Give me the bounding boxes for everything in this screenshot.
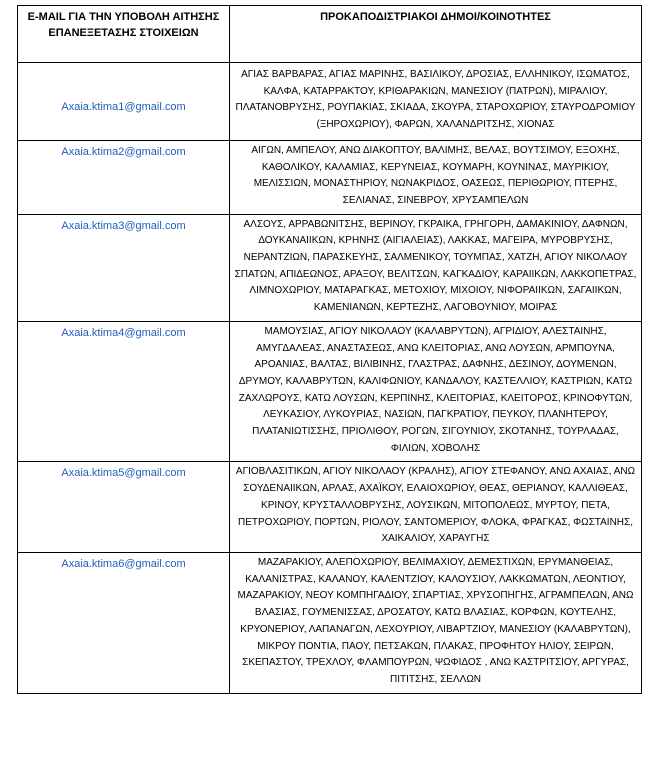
table-row (18, 140, 642, 214)
municipalities-list: ΑΓΙΟΒΛΑΣΙΤΙΚΩΝ, ΑΓΙΟΥ ΝΙΚΟΛΑΟΥ (ΚΡΑΛΗΣ), ΑΓΙΟΥ ΣΤΕΦΑΝΟΥ, ΑΝΩ ΑΧΑΙΑΣ, ΑΝΩ ΣΟΥΔΕΝΑΙΙΚΩΝ, ΑΡΛΑΣ, ΑΧΑΪΚΟΥ, ΕΛΑΙΟΧΩΡΙΟΥ, ΘΕΑΣ, ΘΕΡΙΑΝΟΥ, ΚΑΛΛΙΘΕΑΣ, ΚΡΙΝΟΥ, ΚΡΥΣΤΑΛΛΟΒΡΥΣΗΣ, ΛΟΥΣΙΚΩΝ, ΜΙΤΟΠΟΛΕΩΣ, ΜΥΡΤΟΥ, ΠΕΤΑ, ΠΕΤΡΟΧΩΡΙΟΥ, ΠΟΡΤΩΝ, ΡΙΟΛΟΥ, ΣΑΝΤΟΜΕΡΙΟΥ, ΦΛΟΚΑ, ΦΡΑΓΚΑΣ, ΦΩΣΤΑΙΝΗΣ, ΧΑΙΚΑΛΙΟΥ, ΧΑΡΑΥΓΗΣ (230, 462, 642, 553)
municipalities-list: ΜΑΜΟΥΣΙΑΣ, ΑΓΙΟΥ ΝΙΚΟΛΑΟΥ (ΚΑΛΑΒΡΥΤΩΝ), ΑΓΡΙΔΙΟΥ, ΑΛΕΣΤΑΙΝΗΣ, ΑΜΥΓΔΑΛΕΑΣ, ΑΝΑΣΤΑΣΕΩΣ, ΑΝΩ ΚΛΕΙΤΟΡΙΑΣ, ΑΝΩ ΛΟΥΣΩΝ, ΑΡΜΠΟΥΝΑ, ΑΡΟΑΝΙΑΣ, ΒΑΛΤΑΣ, ΒΙΛΙΒΙΝΗΣ, ΓΛΑΣΤΡΑΣ, ΔΑΦΝΗΣ, ΔΕΣΙΝΟΥ, ΔΟΥΜΕΝΩΝ, ΔΡΥΜΟΥ, ΚΑΛΑΒΡΥΤΩΝ, ΚΑΛΙΦΩΝΙΟΥ, ΚΑΝΔΑΛΟΥ, ΚΑΣΤΕΛΛΙΟΥ, ΚΑΣΤΡΙΩΝ, ΚΑΤΩ ΖΑΧΛΩΡΟΥΣ, ΚΑΤΩ ΛΟΥΣΩΝ, ΚΕΡΠΙΝΗΣ, ΚΛΕΙΤΟΡΙΑΣ, ΚΛΕΙΤΟΡΟΣ, ΚΡΙΝΟΦΥΤΩΝ, ΛΕΥΚΑΣΙΟΥ, ΛΥΚΟΥΡΙΑΣ, ΝΑΣΙΩΝ, ΠΑΓΚΡΑΤΙΟΥ, ΠΕΥΚΟΥ, ΠΛΑΝΗΤΕΡΟΥ, ΠΛΑΤΑΝΙΩΤΙΣΣΗΣ, ΠΡΙΟΛΙΘΟΥ, ΡΟΓΩΝ, ΣΙΓΟΥΝΙΟΥ, ΣΚΟΤΑΝΗΣ, ΤΟΥΡΛΑΔΑΣ, ΦΙΛΙΩΝ, ΧΟΒΟΛΗΣ (230, 321, 642, 462)
municipalities-list: ΑΙΓΩΝ, ΑΜΠΕΛΟΥ, ΑΝΩ ΔΙΑΚΟΠΤΟΥ, ΒΑΛΙΜΗΣ, ΒΕΛΑΣ, ΒΟΥΤΣΙΜΟΥ, ΕΞΟΧΗΣ, ΚΑΘΟΛΙΚΟΥ, ΚΑΛΑΜΙΑΣ, ΚΕΡΥΝΕΙΑΣ, ΚΟΥΜΑΡΗ, ΚΟΥΝΙΝΑΣ, ΜΑΥΡΙΚΙΟΥ, ΜΕΛΙΣΣΙΩΝ, ΜΟΝΑΣΤΗΡΙΟΥ, ΝΩΝΑΚΡΙΔΟΣ, ΟΑΣΕΩΣ, ΠΕΡΙΘΩΡΙΟΥ, ΠΤΕΡΗΣ, ΣΕΛΙΑΝΑΣ, ΣΙΝΕΒΡΟΥ, ΧΡΥΣΑΜΠΕΛΩΝ (230, 140, 642, 214)
header-municipalities-column: ΠΡΟΚΑΠΟΔΙΣΤΡΙΑΚΟΙ ΔΗΜΟΙ/ΚΟΙΝΟΤΗΤΕΣ (230, 6, 642, 63)
email-link[interactable]: Axaia.ktima2@gmail.com (18, 140, 230, 214)
email-link[interactable]: Axaia.ktima4@gmail.com (18, 321, 230, 462)
table-row (18, 321, 642, 462)
municipalities-list: ΑΛΣΟΥΣ, ΑΡΡΑΒΩΝΙΤΣΗΣ, ΒΕΡΙΝΟΥ, ΓΚΡΑΙΚΑ, ΓΡΗΓΟΡΗ, ΔΑΜΑΚΙΝΙΟΥ, ΔΑΦΝΩΝ, ΔΟΥΚΑΝΑΙΙΚΩΝ, ΚΡΗΝΗΣ (ΑΙΓΙΑΛΕΙΑΣ), ΛΑΚΚΑΣ, ΜΑΓΕΙΡΑ, ΜΥΡΟΒΡΥΣΗΣ, ΝΕΡΑΝΤΖΙΩΝ, ΠΑΡΑΣΚΕΥΗΣ, ΣΑΛΜΕΝΙΚΟΥ, ΤΟΥΜΠΑΣ, ΧΑΤΖΗ, ΑΓΙΟΥ ΝΙΚΟΛΑΟΥ ΣΠΑΤΩΝ, ΑΠΙΔΕΩΝΟΣ, ΑΡΑΞΟΥ, ΒΕΛΙΤΣΩΝ, ΚΑΓΚΑΔΙΟΥ, ΚΑΡΑΙΙΚΩΝ, ΛΑΚΚΟΠΕΤΡΑΣ, ΛΙΜΝΟΧΩΡΙΟΥ, ΜΑΤΑΡΑΓΚΑΣ, ΜΕΤΟΧΙΟΥ, ΜΙΧΟΙΟΥ, ΝΙΦΟΡΑΙΙΚΩΝ, ΣΑΓΑΙΙΚΩΝ, ΚΑΜΕΝΙΑΝΩΝ, ΚΕΡΤΕΖΗΣ, ΛΑΓΟΒΟΥΝΙΟΥ, ΜΟΙΡΑΣ (230, 214, 642, 321)
kcenters-table (17, 5, 642, 694)
email-link[interactable]: Axaia.ktima6@gmail.com (18, 552, 230, 693)
email-link[interactable]: Axaia.ktima1@gmail.com (18, 63, 230, 141)
email-link[interactable]: Axaia.ktima3@gmail.com (18, 214, 230, 321)
municipalities-list: ΜΑΖΑΡΑΚΙΟΥ, ΑΛΕΠΟΧΩΡΙΟΥ, ΒΕΛΙΜΑΧΙΟΥ, ΔΕΜΕΣΤΙΧΩΝ, ΕΡΥΜΑΝΘΕΙΑΣ, ΚΑΛΑΝΙΣΤΡΑΣ, ΚΑΛΑΝΟΥ, ΚΑΛΕΝΤΖΙΟΥ, ΚΑΛΟΥΣΙΟΥ, ΛΑΚΚΩΜΑΤΩΝ, ΛΕΟΝΤΙΟΥ, ΜΑΖΑΡΑΚΙΟΥ, ΝΕΟΥ ΚΟΜΠΗΓΑΔΙΟΥ, ΣΠΑΡΤΙΑΣ, ΧΡΥΣΟΠΗΓΗΣ, ΑΓΡΑΜΠΕΛΩΝ, ΑΝΩ ΒΛΑΣΙΑΣ, ΓΟΥΜΕΝΙΣΣΑΣ, ΔΡΟΣΑΤΟΥ, ΚΑΤΩ ΒΛΑΣΙΑΣ, ΚΟΡΦΩΝ, ΚΟΥΤΕΛΗΣ, ΚΡΥΟΝΕΡΙΟΥ, ΛΑΠΑΝΑΓΩΝ, ΛΕΧΟΥΡΙΟΥ, ΛΙΒΑΡΤΖΙΟΥ, ΜΑΝΕΣΙΟΥ (ΚΑΛΑΒΡΥΤΩΝ), ΜΙΚΡΟΥ ΠΟΝΤΙΑ, ΠΑΟΥ, ΠΕΤΣΑΚΩΝ, ΠΛΑΚΑΣ, ΠΡΟΦΗΤΟΥ ΗΛΙΟΥ, ΣΕΙΡΩΝ, ΣΚΕΠΑΣΤΟΥ, ΤΡΕΧΛΟΥ, ΦΛΑΜΠΟΥΡΩΝ, ΨΩΦΙΔΟΣ , ΑΝΩ ΚΑΣΤΡΙΤΣΙΟΥ, ΑΡΓΥΡΑΣ, ΠΙΤΙΤΣΗΣ, ΣΕΛΛΩΝ (230, 552, 642, 693)
table-row (18, 552, 642, 693)
municipalities-list: ΑΓΙΑΣ ΒΑΡΒΑΡΑΣ, ΑΓΙΑΣ ΜΑΡΙΝΗΣ, ΒΑΣΙΛΙΚΟΥ, ΔΡΟΣΙΑΣ, ΕΛΛΗΝΙΚΟΥ, ΙΣΩΜΑΤΟΣ, ΚΑΛΦΑ, ΚΑΤΑΡΡΑΚΤΟΥ, ΚΡΙΘΑΡΑΚΙΩΝ, ΜΑΝΕΣΙΟΥ (ΠΑΤΡΩΝ), ΜΙΡΑΛΙΟΥ, ΠΛΑΤΑΝΟΒΡΥΣΗΣ, ΡΟΥΠΑΚΙΑΣ, ΣΚΙΑΔΑ, ΣΚΟΥΡΑ, ΣΤΑΡΟΧΩΡΙΟΥ, ΣΤΑΥΡΟΔΡΟΜΙΟΥ (ΞΗΡΟΧΩΡΙΟΥ), ΦΑΡΩΝ, ΧΑΛΑΝΔΡΙΤΣΗΣ, ΧΙΟΝΑΣ (230, 63, 642, 141)
table-row (18, 214, 642, 321)
table-row (18, 462, 642, 553)
email-link[interactable]: Axaia.ktima5@gmail.com (18, 462, 230, 553)
header-row (18, 6, 642, 63)
table-row (18, 63, 642, 141)
header-email-column: E-MAIL ΓΙΑ ΤΗΝ ΥΠΟΒΟΛΗ ΑΙΤΗΣΗΣ ΕΠΑΝΕΞΕΤΑΣΗΣ ΣΤΟΙΧΕΙΩΝ (18, 6, 230, 63)
